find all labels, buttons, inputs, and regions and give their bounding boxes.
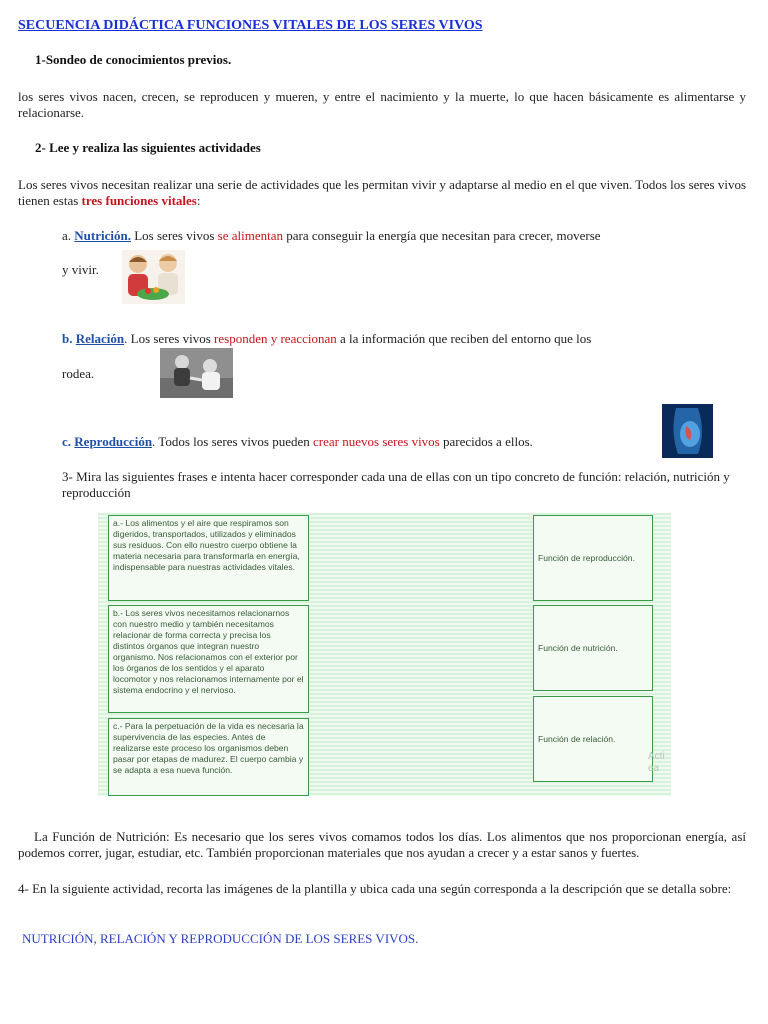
nutricion-line: a. Nutrición. Los seres vivos se alimentan para conseguir la energía que necesitan para crecer, moverse	[62, 228, 601, 243]
nutrition-paragraph: La Función de Nutrición: Es necesario que los seres vivos comamos todos los días. Los alimentos que nos proporcionan energía, así podemos correr, jugar, estudiar, etc. También proporcionan materiales que nos ayudan a crecer y a estar sanos y fuertes.	[18, 829, 746, 860]
nutricion-continuation: y vivir.	[62, 262, 99, 277]
footer-link[interactable]: NUTRICIÓN, RELACIÓN Y REPRODUCCIÓN DE LOS SERES VIVOS.	[22, 931, 419, 946]
fetus-anatomy-image	[662, 404, 713, 458]
relacion-line: b. Relación. Los seres vivos responden y reaccionan a la información que reciben del entorno que los	[62, 331, 592, 346]
section3-text: 3- Mira las siguientes frases e intenta hacer corresponder cada una de ellas con un tipo concreto de función: relación, nutrición y reproducción	[62, 469, 730, 500]
reproduccion-line: c. Reproducción. Todos los seres vivos pueden crear nuevos seres vivos parecidos a ellos.	[62, 434, 533, 449]
table-right-cell: Función de nutrición.	[533, 605, 653, 691]
table-right-cell: Función de reproducción.	[533, 515, 653, 601]
nutricion-highlight: se alimentan	[217, 228, 283, 243]
children-eating-photo	[122, 250, 185, 304]
intro-highlight: tres funciones vitales	[81, 193, 197, 208]
watermark-text: Acti ea	[648, 751, 665, 774]
section1-heading: 1-Sondeo de conocimientos previos.	[35, 52, 232, 67]
children-interacting-photo	[160, 348, 233, 398]
section2-heading: 2- Lee y realiza las siguientes actividades	[35, 140, 261, 155]
matching-table-image	[98, 513, 671, 796]
section1-text: los seres vivos nacen, crecen, se reproducen y mueren, y entre el nacimiento y la muerte, lo que hacen básicamente es alimentarse y relacionarse.	[18, 89, 746, 120]
page-title[interactable]: SECUENCIA DIDÁCTICA FUNCIONES VITALES DE LOS SERES VIVOS	[18, 18, 483, 33]
reproduccion-highlight: crear nuevos seres vivos	[313, 434, 440, 449]
section4-text: 4- En la siguiente actividad, recorta las imágenes de la plantilla y ubica cada una según corresponda a la descripción que se detalla sobre:	[18, 881, 732, 896]
relacion-term[interactable]: Relación	[75, 331, 125, 346]
nutricion-term[interactable]: Nutrición.	[74, 228, 131, 243]
table-left-cell: a.- Los alimentos y el aire que respiramos son digeridos, transportados, utilizados y eliminados sus residuos. Con ello nuestro cuerpo obtiene la materia necesaria para transformarla en energía, indispensable para nuestras actividades vitales.	[108, 515, 309, 601]
relacion-highlight: responden y reaccionan	[214, 331, 337, 346]
relacion-continuation: rodea.	[62, 366, 95, 381]
reproduccion-term[interactable]: Reproducción	[74, 434, 153, 449]
table-right-cell: Función de relación.	[533, 696, 653, 782]
table-left-cell: c.- Para la perpetuación de la vida es necesaria la supervivencia de las especies. Antes de realizarse este proceso los organismos deben pasar por etapas de madurez. El cuerpo cambia y se adapta a esa nueva función.	[108, 718, 309, 796]
table-left-cell: b.- Los seres vivos necesitamos relacionarnos con nuestro medio y también necesitamos relacionar de forma correcta y precisa los distintos órganos que integran nuestro organismo. Nos relacionamos con el exterior por los órganos de los sentidos y el aparato locomotor y nos relacionamos internamente por el sistema endocrino y el nervioso.	[108, 605, 309, 713]
section2-intro: Los seres vivos necesitan realizar una serie de actividades que les permitan vivir y adaptarse al medio en el que viven. Todos los seres vivos tienen estas tres funciones vitales:	[18, 177, 746, 208]
